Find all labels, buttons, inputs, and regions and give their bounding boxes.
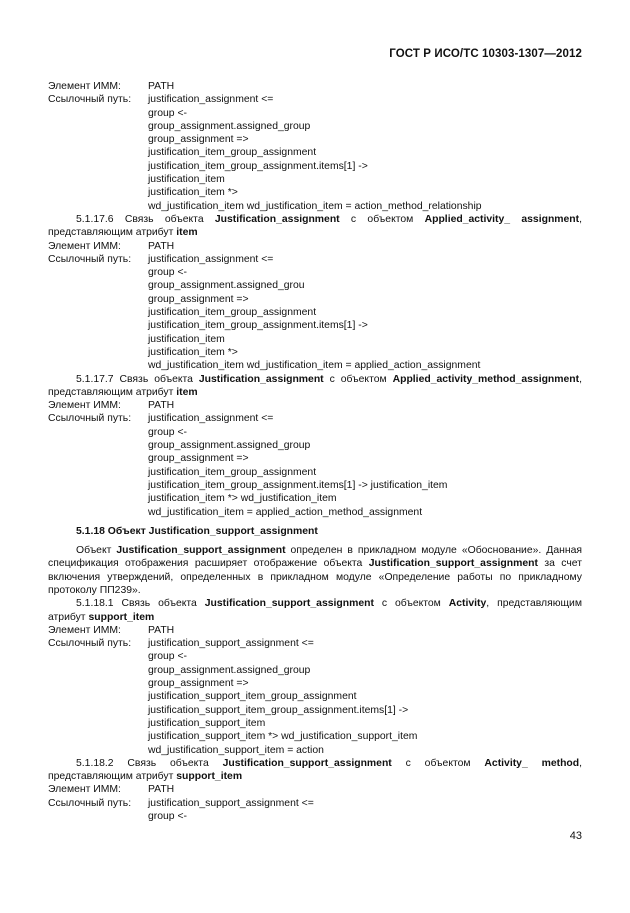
intro-paragraph: Объект Justification_support_assignment определен в прикладном модуле «Обоснование». Данная спецификация отображения расширяет отображение объекта Justification_support_assignment за счет включения утверждений, определенных в прикладном модуле «Определение работы по прикладному протоколу ПП239».: [48, 545, 582, 596]
path-line: justification_support_item: [148, 717, 266, 729]
reference-path-label: Ссылочный путь:: [48, 253, 132, 265]
page-header: ГОСТ Р ИСО/ТС 10303-1307—2012: [389, 48, 582, 60]
path-line: wd_justification_item wd_justification_item = action_method_relationship: [148, 200, 482, 212]
mapping-element-row: [48, 624, 582, 637]
element-value: PATH: [148, 240, 175, 252]
path-line: group <-: [148, 426, 187, 438]
path-line: group_assignment.assigned_group: [148, 664, 311, 676]
path-line: justification_item_group_assignment: [148, 307, 317, 319]
reference-path-label: Ссылочный путь:: [48, 413, 132, 425]
element-value: PATH: [148, 784, 175, 796]
path-line: justification_item: [148, 174, 225, 186]
reference-path-row: [48, 412, 582, 425]
path-line: group_assignment =>: [148, 293, 249, 305]
path-line: justification_support_assignment <=: [148, 638, 314, 650]
mapping-element-row: [48, 240, 582, 253]
element-value: PATH: [148, 624, 175, 636]
path-line: justification_item_group_assignment.items[1] -> justification_item: [148, 479, 448, 491]
reference-path-label: Ссылочный путь:: [48, 638, 132, 650]
path-line: group_assignment =>: [148, 134, 249, 146]
paragraph-5-1-18-1: 5.1.18.1 Связь объекта Justification_support_assignment с объектом Activity, представляющим атрибут support_item: [48, 598, 582, 623]
path-line: justification_item *>: [148, 187, 238, 199]
path-line: group_assignment.assigned_group: [148, 440, 311, 452]
path-line: group <-: [148, 267, 187, 279]
path-line: group_assignment.assigned_grou: [148, 280, 305, 292]
reference-path-row: [48, 253, 582, 266]
path-line: group_assignment.assigned_group: [148, 120, 311, 132]
document-body: [48, 80, 582, 823]
element-value: PATH: [148, 400, 175, 412]
paragraph-5-1-18-2: 5.1.18.2 Связь объекта Justification_support_assignment с объектом Activity_ method, представляющим атрибут support_item: [48, 757, 583, 783]
mapping-element-row: [48, 80, 582, 93]
paragraph-5-1-17-6: 5.1.17.6 Связь объекта Justification_assignment с объектом Applied_activity_ assignment, представляющим атрибут item: [48, 213, 583, 239]
path-line: wd_justification_support_item = action: [148, 744, 324, 756]
element-label: Элемент ИММ:: [48, 240, 121, 252]
path-line: justification_item *>: [148, 346, 238, 358]
page-number: 43: [569, 830, 582, 842]
section-heading-5-1-18: 5.1.18 Объект Justification_support_assignment: [76, 525, 318, 537]
mapping-element-row: [48, 399, 582, 412]
path-line: justification_support_item_group_assignment: [148, 691, 357, 703]
path-line: justification_item_group_assignment: [148, 147, 317, 159]
reference-path-label: Ссылочный путь:: [48, 797, 132, 809]
reference-path-label: Ссылочный путь:: [48, 94, 132, 106]
path-line: justification_item: [148, 333, 225, 345]
path-line: group <-: [148, 651, 187, 663]
path-line: group <-: [148, 107, 187, 119]
path-line: justification_support_item_group_assignment.items[1] ->: [148, 704, 409, 716]
path-line: wd_justification_item wd_justification_item = applied_action_assignment: [148, 360, 481, 372]
path-line: justification_support_item *> wd_justification_support_item: [148, 731, 418, 743]
element-label: Элемент ИММ:: [48, 784, 121, 796]
mapping-element-row: [48, 783, 582, 796]
reference-path-row: [48, 637, 582, 650]
path-line: justification_assignment <=: [148, 413, 274, 425]
path-line: justification_item_group_assignment.items[1] ->: [148, 320, 368, 332]
path-line: justification_assignment <=: [148, 94, 274, 106]
element-label: Элемент ИММ:: [48, 400, 121, 412]
paragraph-5-1-17-7: 5.1.17.7 Связь объекта Justification_assignment с объектом Applied_activity_method_assignment, представляющим атрибут item: [48, 373, 582, 398]
path-line: justification_item *> wd_justification_item: [148, 493, 337, 505]
reference-path-row: [48, 93, 582, 106]
element-label: Элемент ИММ:: [48, 624, 121, 636]
path-line: group_assignment =>: [148, 678, 249, 690]
element-value: PATH: [148, 81, 175, 92]
path-line: group_assignment =>: [148, 453, 249, 465]
path-line: justification_item_group_assignment: [148, 466, 317, 478]
reference-path-row: [48, 797, 582, 810]
path-line: wd_justification_item = applied_action_method_assignment: [148, 506, 423, 518]
path-line: justification_support_assignment <=: [148, 797, 314, 809]
path-line: justification_assignment <=: [148, 253, 274, 265]
element-label: Элемент ИММ:: [48, 81, 121, 92]
path-line: group <-: [148, 811, 187, 823]
path-line: justification_item_group_assignment.items[1] ->: [148, 160, 368, 172]
